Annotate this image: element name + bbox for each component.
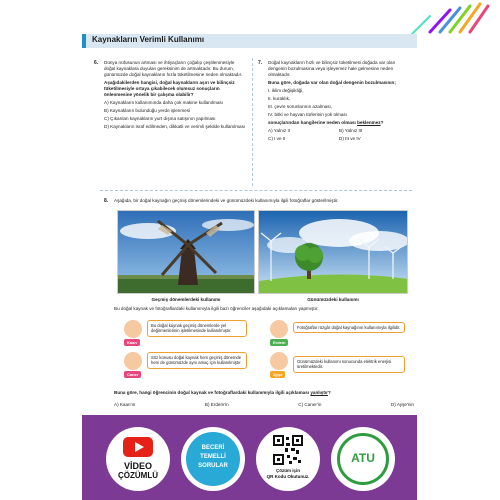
question-mark: ? (327, 390, 331, 395)
question-prompt: Buna göre, doğada var olan doğal dengenin bozulmasının; (268, 80, 396, 85)
video-label-line1: VİDEO (123, 461, 152, 471)
question-prompt: Bu doğal kaynak ve fotoğraflardaki kullanımıyla ilgili bazı öğrenciler aşağıdaki açıklamaları yapmıştır. (114, 306, 319, 311)
question-8-intro (104, 198, 414, 204)
student-avatar-kaan (124, 320, 142, 338)
student-avatar-caner (124, 352, 142, 370)
qr-badge[interactable] (256, 427, 320, 491)
option-d[interactable]: D) III ve IV (339, 136, 361, 141)
statement-3: III. çevre sorunlarının azalması, (268, 104, 333, 109)
student-avatar-erdem (270, 320, 288, 338)
skill-based-badge[interactable] (181, 427, 245, 491)
video-label-line2: ÇÖZÜMLÜ (118, 471, 158, 480)
question-text: Aşağıdakilerden hangisi, doğal kaynakların aşırı ve bilinçsiz tüketilmesiyle ortaya çıkabilecek olumsuz sonuçların önlenmesine yönelik bir çalışma olabilir? (104, 80, 235, 97)
option-b[interactable]: B) Yalnız III (339, 128, 363, 133)
skill-label-line3: SORULAR (198, 463, 228, 469)
qr-code-icon (273, 435, 303, 465)
question-text (114, 390, 331, 395)
option-b[interactable]: B) Erdem'in (204, 402, 229, 407)
student-statement-ayse: Günümüzdeki kullanımı sonucunda elektrik enerjisi üretilmektedir. (293, 356, 405, 373)
question-number: 6. (94, 60, 99, 66)
statement-2: II. kuraklık, (268, 96, 291, 101)
statement-1: I. iklim değişikliği, (268, 88, 304, 93)
option-d[interactable]: D) Ayşe'nin (390, 402, 414, 407)
option-a[interactable]: A) Kaynakların kullanımında daha çok makine kullanılması (104, 100, 223, 105)
student-statement-caner: Söz konusu doğal kaynak hem geçmiş dönemde hem de günümüzde aynı amaç için kullanılmıştır. (147, 352, 247, 369)
question-intro: Doğal kaynakların hızlı ve bilinçsiz tüketilmesi doğada var olan dengenin bozulmasına veya işleyemez hale gelmesine neden olmaktadır. (268, 60, 396, 77)
option-row (268, 128, 410, 134)
skill-label-line1: BECERİ (201, 445, 225, 451)
video-badge[interactable] (106, 427, 170, 491)
option-c[interactable]: C) Çıkarılan kaynakların yurt dışına satışının yapılması (104, 116, 216, 121)
wind-turbine-photo (258, 210, 408, 294)
option-d[interactable]: D) Kaynakların israf edilmeden, dikkatli ve verimli şekilde kullanılması (104, 124, 246, 129)
question-text-main: sonuçlarından hangilerine neden olması (268, 120, 356, 125)
photo-caption-past: Geçmiş dönemlerdeki kullanımı (151, 297, 221, 302)
option-row (268, 136, 410, 142)
option-b[interactable]: B) Kaynakların bulunduğu yerde işlenmesi (104, 108, 191, 113)
windmill-illustration (118, 211, 255, 294)
student-statement-kaan: Bu doğal kaynak geçmiş dönemlerde yel değirmenlerinin işletilmesinde kullanılmıştır. (147, 320, 247, 337)
student-name-caner: Caner (124, 371, 141, 378)
option-a[interactable]: A) Yalnız II (268, 128, 291, 133)
section-header (82, 34, 417, 48)
atu-badge[interactable] (331, 427, 395, 491)
question-number: 8. (104, 198, 109, 204)
question-text-emphasis: yanlıştır (310, 390, 328, 395)
student-name-ayse: Ayşe (270, 371, 285, 378)
question-8-text (114, 390, 414, 396)
question-intro: Dünya nüfusunun artması ve ihtiyaçların çoğalıp çeşitlenmesiyle doğal kaynaklara duyulan gereksinim de artmaktadır. Bu durum, günümüzde doğal kaynakların hızla tüketilmesine neden olmaktadır. (104, 60, 243, 77)
question-8-options (114, 402, 414, 408)
question-intro: Aşağıda, bir doğal kaynağın geçmiş dönemlerindeki ve günümüzdeki kullanımıyla ilgili fotoğraflar gösterilmiştir. (114, 198, 339, 203)
question-8-prompt (114, 306, 414, 312)
statement-4: IV. bitki ve hayvan türlerinin yok olması (268, 112, 347, 117)
question-text (268, 120, 410, 126)
column-divider (252, 58, 253, 186)
option-a[interactable]: A) Kaan'ın (114, 402, 136, 407)
student-name-kaan: Kaan (124, 339, 140, 346)
student-avatar-ayse (270, 352, 288, 370)
skill-label-line2: TEMELLİ (200, 454, 226, 460)
section-title: Kaynakların Verimli Kullanımı (92, 35, 205, 44)
student-statement-erdem: Fotoğraflar rüzgâr doğal kaynağının kullanımıyla ilgilidir. (293, 322, 405, 333)
student-name-erdem: Erdem (270, 339, 288, 346)
question-mark: ? (380, 120, 384, 125)
qr-label-line1: Çözüm için (275, 468, 300, 473)
qr-label-line2: QR Kodu Okutunuz. (266, 474, 310, 479)
option-c[interactable]: C) Caner'in (298, 402, 322, 407)
option-c[interactable]: C) I ve II (268, 136, 286, 141)
question-text-main: Buna göre, hangi öğrencinin doğal kaynak ve fotoğraflardaki kullanımıyla ilgili açıklaması (114, 390, 310, 395)
atu-label: ATU (351, 451, 375, 465)
windmill-photo (117, 210, 255, 294)
question-text-emphasis: beklenmez (357, 120, 381, 125)
youtube-icon (123, 437, 153, 457)
question-7 (258, 60, 410, 142)
section-divider (100, 190, 412, 191)
decorative-stripes (410, 2, 494, 36)
question-6 (94, 60, 246, 130)
question-number: 7. (258, 60, 263, 66)
wind-turbine-illustration (259, 211, 408, 294)
photo-caption-present: Günümüzdeki kullanımı (307, 297, 359, 302)
